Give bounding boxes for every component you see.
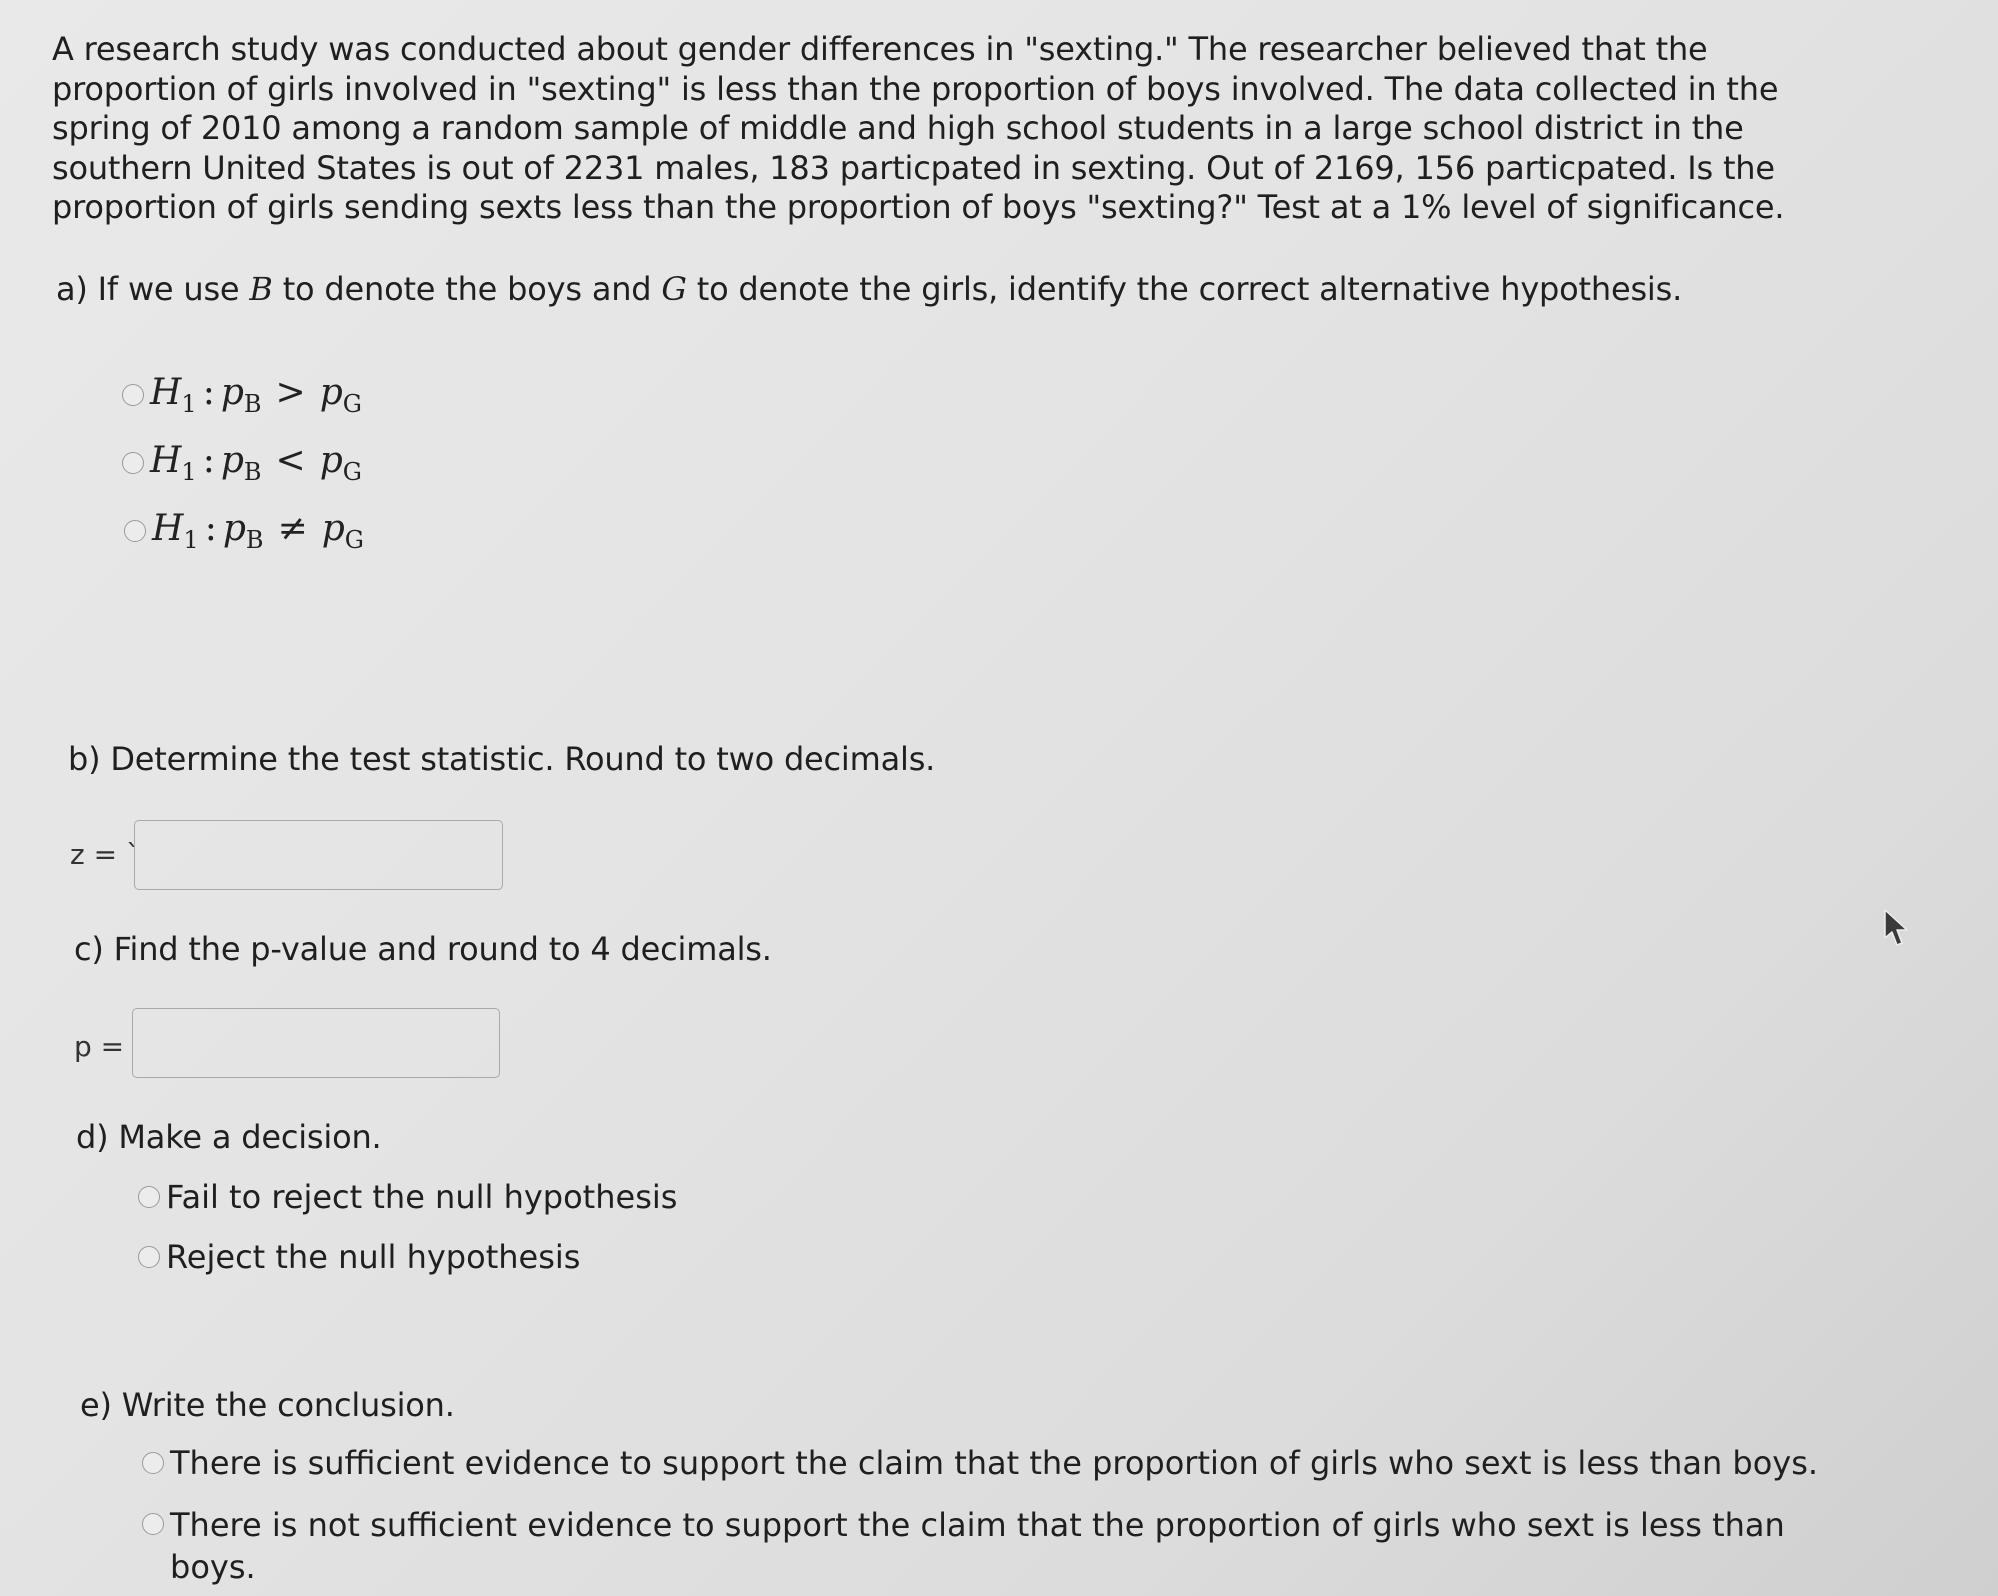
part-e-prompt: e) Write the conclusion. [80, 1386, 455, 1424]
radio-conclusion-not-sufficient[interactable] [142, 1513, 164, 1535]
part-c-prompt: c) Find the p-value and round to 4 decimals. [74, 930, 772, 968]
hypothesis-text-not-equal: $H_1$ : $p_B \ne p_G$ [152, 508, 364, 555]
radio-hypothesis-less[interactable] [122, 452, 144, 474]
problem-line-3: spring of 2010 among a random sample of middle and high school students in a large school district in the [52, 109, 1744, 147]
var-b: B [249, 270, 273, 308]
radio-hypothesis-not-equal[interactable] [124, 520, 146, 542]
radio-conclusion-sufficient[interactable] [142, 1452, 164, 1474]
z-input[interactable] [134, 820, 503, 890]
var-g: G [661, 270, 687, 308]
conclusion-text-sufficient: There is sufficient evidence to support the claim that the proportion of girls who sext is less than boys. [170, 1444, 1819, 1482]
mouse-pointer-icon [1882, 908, 1912, 950]
decision-text-reject: Reject the null hypothesis [166, 1238, 581, 1276]
decision-option-reject[interactable] [138, 1238, 580, 1276]
p-value-input[interactable] [132, 1008, 500, 1078]
hypothesis-option-less[interactable] [122, 440, 362, 486]
problem-line-4: southern United States is out of 2231 males, 183 particpated in sexting. Out of 2169, 156 particpated. Is the [52, 148, 1775, 187]
decision-text-fail-to-reject: Fail to reject the null hypothesis [166, 1178, 678, 1216]
radio-reject[interactable] [138, 1246, 160, 1268]
part-b-prompt: b) Determine the test statistic. Round to two decimals. [68, 740, 936, 778]
problem-line-2: proportion of girls involved in "sexting" is less than the proportion of boys involved. The data collected in the [52, 69, 1779, 108]
conclusion-option-not-sufficient[interactable] [142, 1504, 1785, 1588]
radio-fail-to-reject[interactable] [138, 1186, 160, 1208]
decision-option-fail-to-reject[interactable] [138, 1178, 677, 1216]
hypothesis-text-greater: $H_1$ : $p_B > p_G$ [150, 372, 362, 419]
hypothesis-option-greater[interactable] [122, 372, 362, 418]
problem-statement [52, 30, 1785, 228]
problem-line-5: proportion of girls sending sexts less than the proportion of boys "sexting?" Test at a 1% level of significance. [52, 188, 1785, 226]
p-input-label: p = [74, 1030, 125, 1063]
part-a-prompt: a) If we use B to denote the boys and G to denote the girls, identify the correct alternative hypothesis. [56, 270, 1683, 308]
conclusion-option-sufficient[interactable] [142, 1444, 1818, 1482]
problem-line-1: A research study was conducted about gender differences in "sexting." The researcher believed that the [52, 30, 1708, 68]
z-input-label: z = ` [70, 838, 140, 871]
part-d-prompt: d) Make a decision. [76, 1118, 382, 1156]
hypothesis-option-not-equal[interactable] [124, 508, 364, 554]
conclusion-text-not-sufficient: There is not sufficient evidence to support the claim that the proportion of girls who sext is less than boys. [170, 1506, 1785, 1586]
radio-hypothesis-greater[interactable] [122, 384, 144, 406]
hypothesis-text-less: $H_1$ : $p_B < p_G$ [150, 440, 362, 487]
